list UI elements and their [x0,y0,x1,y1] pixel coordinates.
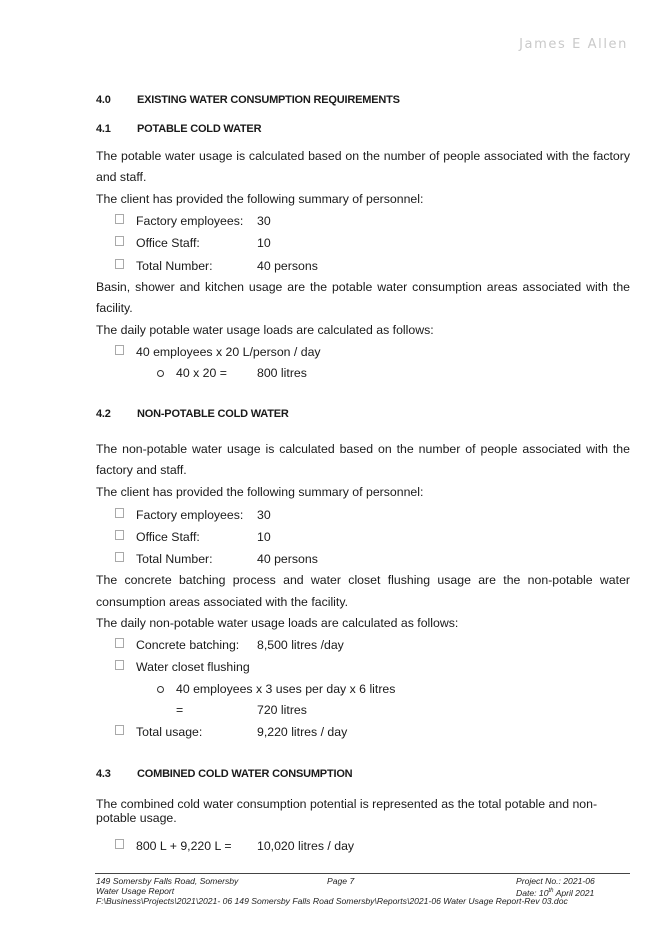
footer-file-path: F:\Business\Projects\2021\2021- 06 149 Somersby Falls Road Somersby\Reports\2021-06 Water Usage Report-Rev 03.doc [96,896,568,906]
company-wordmark: James E Allen [519,37,628,52]
paragraph-line: factory and staff. [96,463,187,477]
square-bullet-icon [115,259,124,269]
paragraph-line: facility. [96,301,133,315]
footer-date-sup: th [548,888,554,894]
list-item-value: 40 persons [257,259,318,273]
list-item-label: Concrete batching: [136,638,240,652]
section-number: 4.3 [96,768,111,780]
section-title: POTABLE COLD WATER [137,123,262,135]
list-item [115,725,615,741]
list-item-label: Total Number: [136,552,213,566]
list-item [115,345,615,361]
list-item [115,530,615,546]
paragraph-line: The non-potable water usage is calculated based on the number of people associated with the [96,442,630,456]
section-number: 4.0 [96,94,111,106]
footer-address: 149 Somersby Falls Road, Somersby [96,876,239,886]
paragraph-line: The client has provided the following summary of personnel: [96,192,424,206]
square-bullet-icon [115,530,124,540]
paragraph-line: consumption areas associated with the facility. [96,595,348,609]
list-item [115,839,615,855]
paragraph-line: The daily non-potable water usage loads are calculated as follows: [96,616,459,630]
footer-project-number: Project No.: 2021-06 [516,876,595,886]
list-item [115,508,615,524]
sub-list-item-value: 720 litres [257,703,307,717]
list-item-value: 8,500 litres /day [257,638,344,652]
list-item-label: Total usage: [136,725,203,739]
list-item-value: 10,020 litres / day [257,839,355,853]
list-item-label: Factory employees: [136,214,244,228]
section-title: NON-POTABLE COLD WATER [137,408,289,420]
circle-bullet-icon [157,370,164,377]
circle-bullet-icon [157,686,164,693]
paragraph-line: The combined cold water consumption potential is represented as the total potable and non- [96,797,598,811]
list-item-label: 40 employees x 20 L/person / day [136,345,321,359]
sub-list-item-label: = [176,703,184,717]
paragraph-line: Basin, shower and kitchen usage are the potable water consumption areas associated with the [96,280,630,294]
square-bullet-icon [115,638,124,648]
section-4-0-heading [96,94,400,106]
sub-list-item [157,366,557,382]
list-item [115,638,615,654]
list-item [115,660,615,676]
square-bullet-icon [115,552,124,562]
paragraph-line: The client has provided the following summary of personnel: [96,485,424,499]
square-bullet-icon [115,508,124,518]
section-4-2-heading [96,408,289,420]
list-item-label: Water closet flushing [136,660,250,674]
footer-date-prefix: Date: 10 [516,887,549,898]
square-bullet-icon [115,345,124,355]
section-number: 4.1 [96,123,111,135]
section-4-1-heading [96,123,261,135]
list-item-value: 30 [257,508,271,522]
list-item [115,259,615,275]
footer-report-name: Water Usage Report [96,886,175,896]
footer-divider [95,873,630,874]
list-item-value: 10 [257,530,271,544]
square-bullet-icon [115,660,124,670]
list-item [115,214,615,230]
list-item-value: 9,220 litres / day [257,725,348,739]
list-item-value: 40 persons [257,552,318,566]
sub-list-item [157,703,557,719]
list-item-label: Office Staff: [136,236,200,250]
list-item [115,552,615,568]
paragraph-line: The potable water usage is calculated based on the number of people associated with the factory [96,149,630,163]
section-4-3-heading [96,768,352,780]
list-item-value: 10 [257,236,271,250]
sub-list-item-label: 40 employees x 3 uses per day x 6 litres [176,682,396,696]
section-title: EXISTING WATER CONSUMPTION REQUIREMENTS [137,94,400,106]
paragraph-line: potable usage. [96,811,177,825]
square-bullet-icon [115,236,124,246]
paragraph-line: and staff. [96,170,147,184]
list-item-label: Office Staff: [136,530,200,544]
section-title: COMBINED COLD WATER CONSUMPTION [137,768,353,780]
square-bullet-icon [115,725,124,735]
list-item-value: 30 [257,214,271,228]
sub-list-item-label: 40 x 20 = [176,366,227,380]
square-bullet-icon [115,214,124,224]
list-item-label: Total Number: [136,259,213,273]
sub-list-item-value: 800 litres [257,366,307,380]
paragraph-line: The concrete batching process and water closet flushing usage are the non-potable water [96,573,630,587]
list-item-label: 800 L + 9,220 L = [136,839,232,853]
square-bullet-icon [115,839,124,849]
list-item-label: Factory employees: [136,508,244,522]
section-number: 4.2 [96,408,111,420]
footer-date-suffix: April 2021 [553,887,595,898]
footer-page-number: Page 7 [327,876,355,886]
list-item [115,236,615,252]
paragraph-line: The daily potable water usage loads are calculated as follows: [96,323,434,337]
sub-list-item [157,682,557,698]
